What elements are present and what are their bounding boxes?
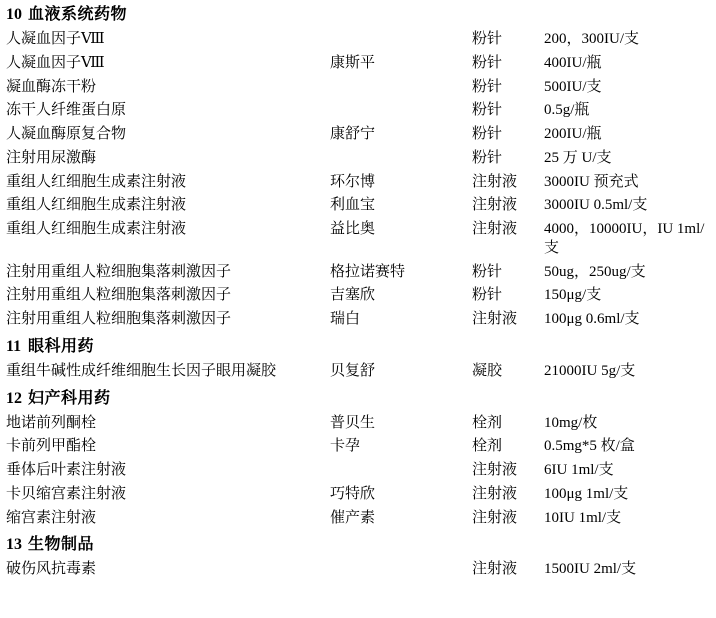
- drug-name-cell: 卡前列甲酯栓: [6, 438, 97, 455]
- specification-cell: 21000IU 5g/支: [544, 362, 636, 379]
- brand-name-cell: [330, 28, 472, 52]
- brand-name-cell: 环尔博: [330, 173, 376, 190]
- section-header-spacer: [330, 530, 472, 558]
- table-row: [0, 76, 716, 100]
- brand-name-cell: [330, 558, 472, 582]
- table-row: [0, 147, 716, 171]
- brand-name-cell: 格拉诺赛特: [330, 263, 406, 280]
- brand-name-cell: [330, 147, 472, 171]
- brand-name-cell: 卡孕: [330, 438, 361, 455]
- drug-name-cell: 凝血酶冻干粉: [6, 78, 97, 95]
- section-header-row: [0, 0, 716, 28]
- brand-name-cell: 普贝生: [330, 414, 376, 431]
- table-row: [0, 459, 716, 483]
- brand-name-cell: [330, 459, 472, 483]
- drug-name-cell: 注射用重组人粒细胞集落刺激因子: [6, 311, 232, 327]
- specification-cell: 400IU/瓶: [544, 54, 602, 71]
- dosage-form-cell: 栓剂: [472, 438, 503, 455]
- dosage-form-cell: 注射液: [472, 221, 518, 237]
- table-row: [0, 261, 716, 285]
- drug-name-cell: 卡贝缩宫素注射液: [6, 485, 127, 502]
- dosage-form-cell: 注射液: [472, 311, 518, 327]
- specification-cell: 0.5mg*5 枚/盒: [544, 438, 635, 455]
- dosage-form-cell: 粉针: [472, 287, 503, 304]
- dosage-form-cell: 注射液: [472, 173, 518, 190]
- specification-cell: 4000，10000IU，IU 1ml/支: [544, 221, 705, 256]
- section-number: 10: [6, 6, 22, 23]
- section-header-row: [0, 530, 716, 558]
- section-header-spacer: [544, 0, 716, 28]
- table-row: [0, 558, 716, 582]
- brand-name-cell: [330, 76, 472, 100]
- table-row: [0, 28, 716, 52]
- brand-name-cell: 康斯平: [330, 54, 376, 71]
- specification-cell: 50ug，250ug/支: [544, 263, 646, 280]
- dosage-form-cell: 注射液: [472, 561, 518, 578]
- specification-cell: 100μg 1ml/支: [544, 485, 629, 502]
- drug-name-cell: 缩宫素注射液: [6, 509, 97, 526]
- section-header-row: [0, 384, 716, 412]
- brand-name-cell: 贝复舒: [330, 362, 376, 379]
- section-header-spacer: [544, 530, 716, 558]
- table-row: [0, 123, 716, 147]
- table-row: [0, 99, 716, 123]
- brand-name-cell: 催产素: [330, 509, 376, 526]
- table-row: [0, 194, 716, 218]
- dosage-form-cell: 粉针: [472, 126, 503, 142]
- drug-name-cell: 人凝血因子Ⅷ: [6, 31, 105, 47]
- dosage-form-cell: 粉针: [472, 31, 503, 47]
- table-row: [0, 52, 716, 76]
- dosage-form-cell: 粉针: [472, 54, 503, 71]
- drug-name-cell: 地诺前列酮栓: [6, 414, 97, 431]
- section-header-spacer: [330, 384, 472, 412]
- section-heading: [0, 530, 330, 558]
- table-row: [0, 412, 716, 436]
- drug-name-cell: 注射用重组人粒细胞集落刺激因子: [6, 263, 232, 280]
- section-heading: [0, 384, 330, 412]
- specification-cell: 3000IU 预充式: [544, 173, 639, 190]
- section-header-spacer: [472, 530, 544, 558]
- drug-name-cell: 重组牛碱性成纤维细胞生长因子眼用凝胶: [6, 362, 277, 379]
- drug-name-cell: 注射用尿激酶: [6, 149, 97, 166]
- brand-name-cell: 益比奥: [330, 221, 376, 237]
- section-heading: [0, 0, 330, 28]
- specification-cell: 3000IU 0.5ml/支: [544, 197, 648, 214]
- brand-name-cell: 瑞白: [330, 311, 361, 327]
- table-row: [0, 171, 716, 195]
- table-row: [0, 507, 716, 531]
- table-row: [0, 435, 716, 459]
- section-header-spacer: [472, 0, 544, 28]
- dosage-form-cell: 注射液: [472, 462, 518, 478]
- drug-name-cell: 人凝血因子Ⅷ: [6, 54, 105, 71]
- section-heading: [0, 332, 330, 360]
- dosage-form-cell: 注射液: [472, 509, 518, 526]
- section-title: 眼科用药: [28, 337, 95, 355]
- specification-cell: 200，300IU/支: [544, 31, 639, 47]
- table-row: [0, 218, 716, 261]
- section-number: 12: [6, 389, 22, 407]
- table-row: [0, 483, 716, 507]
- dosage-form-cell: 粉针: [472, 78, 503, 95]
- drug-name-cell: 重组人红细胞生成素注射液: [6, 197, 187, 214]
- specification-cell: 0.5g/瓶: [544, 102, 590, 119]
- drug-name-cell: 冻干人纤维蛋白原: [6, 102, 127, 119]
- dosage-form-cell: 粉针: [472, 263, 503, 280]
- brand-name-cell: 巧特欣: [330, 485, 376, 502]
- specification-cell: 1500IU 2ml/支: [544, 561, 637, 578]
- section-number: 11: [6, 337, 22, 355]
- specification-cell: 500IU/支: [544, 78, 602, 95]
- specification-cell: 25 万 U/支: [544, 149, 612, 166]
- dosage-form-cell: 粉针: [472, 102, 503, 119]
- dosage-form-cell: 凝胶: [472, 362, 503, 379]
- specification-cell: 10mg/枚: [544, 414, 598, 431]
- section-header-spacer: [330, 0, 472, 28]
- section-number: 13: [6, 536, 22, 554]
- section-header-spacer: [330, 332, 472, 360]
- brand-name-cell: 康舒宁: [330, 126, 376, 142]
- section-title: 血液系统药物: [28, 6, 128, 23]
- specification-cell: 100μg 0.6ml/支: [544, 311, 640, 327]
- drug-name-cell: 重组人红细胞生成素注射液: [6, 221, 187, 237]
- section-header-spacer: [544, 332, 716, 360]
- drug-name-cell: 垂体后叶素注射液: [6, 462, 127, 478]
- specification-cell: 6IU 1ml/支: [544, 462, 614, 478]
- brand-name-cell: 利血宝: [330, 197, 376, 214]
- specification-cell: 10IU 1ml/支: [544, 509, 622, 526]
- brand-name-cell: [330, 99, 472, 123]
- drug-name-cell: 注射用重组人粒细胞集落刺激因子: [6, 287, 232, 304]
- section-header-spacer: [472, 332, 544, 360]
- section-title: 妇产科用药: [28, 389, 111, 407]
- drug-name-cell: 重组人红细胞生成素注射液: [6, 173, 187, 190]
- drug-name-cell: 破伤风抗毒素: [6, 561, 97, 578]
- table-row: [0, 308, 716, 332]
- brand-name-cell: 吉塞欣: [330, 287, 376, 304]
- dosage-form-cell: 粉针: [472, 149, 503, 166]
- section-header-row: [0, 332, 716, 360]
- section-title: 生物制品: [28, 536, 95, 554]
- dosage-form-cell: 注射液: [472, 485, 518, 502]
- table-row: [0, 284, 716, 308]
- dosage-form-cell: 注射液: [472, 197, 518, 214]
- dosage-form-cell: 栓剂: [472, 414, 503, 431]
- section-header-spacer: [544, 384, 716, 412]
- drug-name-cell: 人凝血酶原复合物: [6, 126, 127, 142]
- specification-cell: 150μg/支: [544, 287, 602, 304]
- specification-cell: 200IU/瓶: [544, 126, 602, 142]
- section-header-spacer: [472, 384, 544, 412]
- table-row: [0, 360, 716, 384]
